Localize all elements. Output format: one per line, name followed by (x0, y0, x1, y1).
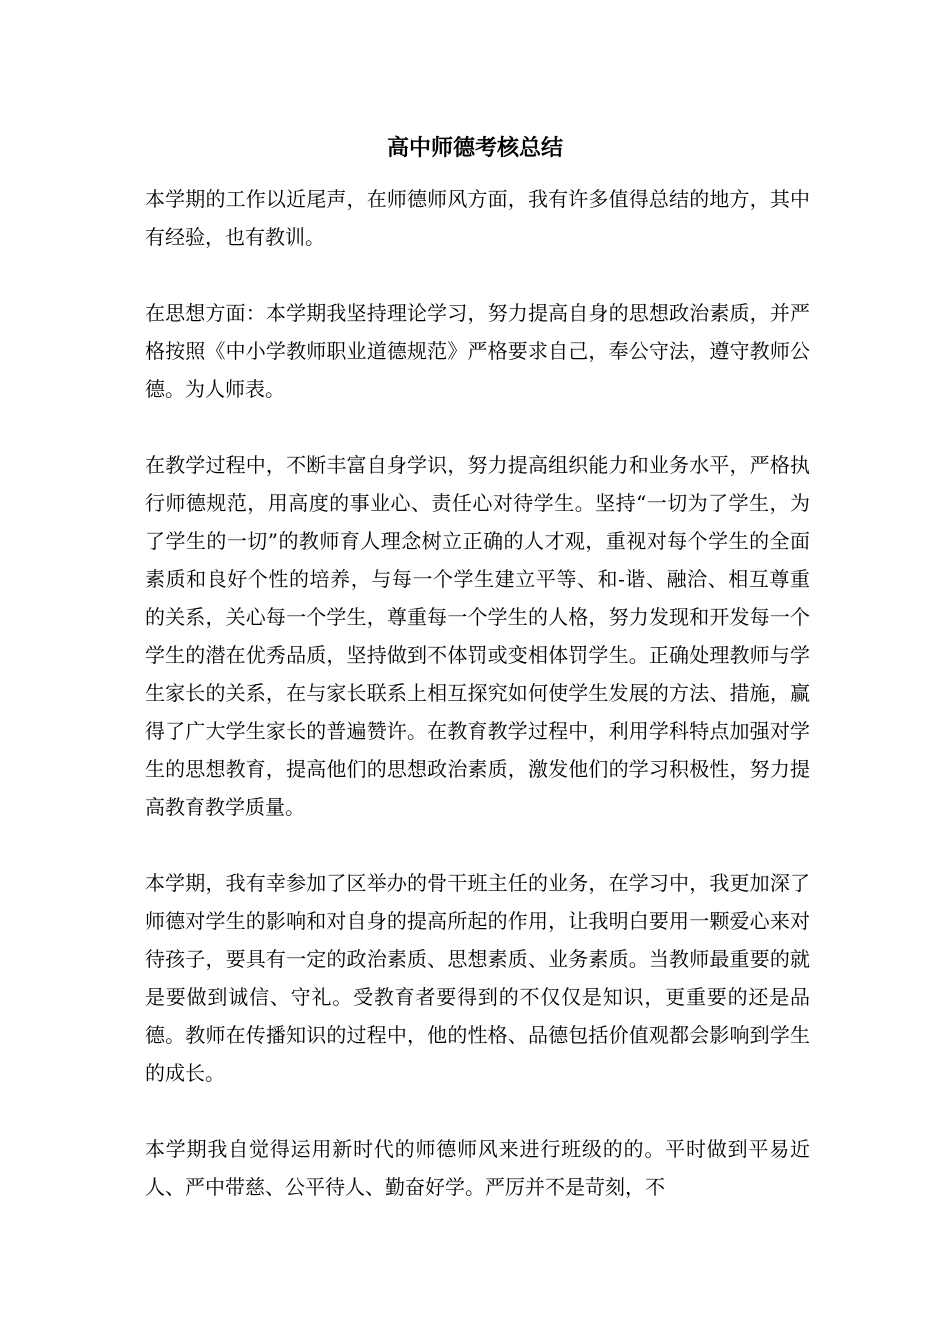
paragraph-ideology: 在思想方面：本学期我坚持理论学习，努力提高自身的思想政治素质，并严格按照《中小学教师职业道德规范》严格要求自己，奉公守法，遵守教师公德。为人师表。 (145, 301, 810, 401)
document-title: 高中师德考核总结 (386, 135, 563, 161)
paragraph-class-management: 本学期我自觉得运用新时代的师德师风来进行班级的的。平时做到平易近人、严中带慈、公平待人、勤奋好学。严厉并不是苛刻，不 (145, 1137, 810, 1199)
document-body (145, 180, 810, 1206)
paragraph-training: 本学期，我有幸参加了区举办的骨干班主任的业务，在学习中，我更加深了师德对学生的影响和对自身的提高所起的作用，让我明白要用一颗爱心来对待孩子，要具有一定的政治素质、思想素质、业务素质。当教师最重要的就是要做到诚信、守礼。受教育者要得到的不仅仅是知识，更重要的还是品德。教师在传播知识的过程中，他的性格、品德包括价值观都会影响到学生的成长。 (145, 871, 810, 1085)
paragraph-intro: 本学期的工作以近尾声，在师德师风方面，我有许多值得总结的地方，其中有经验，也有教训。 (145, 187, 810, 249)
paragraph-teaching: 在教学过程中，不断丰富自身学识，努力提高组织能力和业务水平，严格执行师德规范，用高度的事业心、责任心对待学生。坚持“一切为了学生，为了学生的一切”的教师育人理念树立正确的人才观，重视对每个学生的全面素质和良好个性的培养，与每一个学生建立平等、和-谐、融洽、相互尊重的关系，关心每一个学生，尊重每一个学生的人格，努力发现和开发每一个学生的潜在优秀品质，坚持做到不体罚或变相体罚学生。正确处理教师与学生家长的关系，在与家长联系上相互探究如何使学生发展的方法、措施，赢得了广大学生家长的普遍赞许。在教育教学过程中，利用学科特点加强对学生的思想教育，提高他们的思想政治素质，激发他们的学习积极性，努力提高教育教学质量。 (145, 453, 810, 819)
